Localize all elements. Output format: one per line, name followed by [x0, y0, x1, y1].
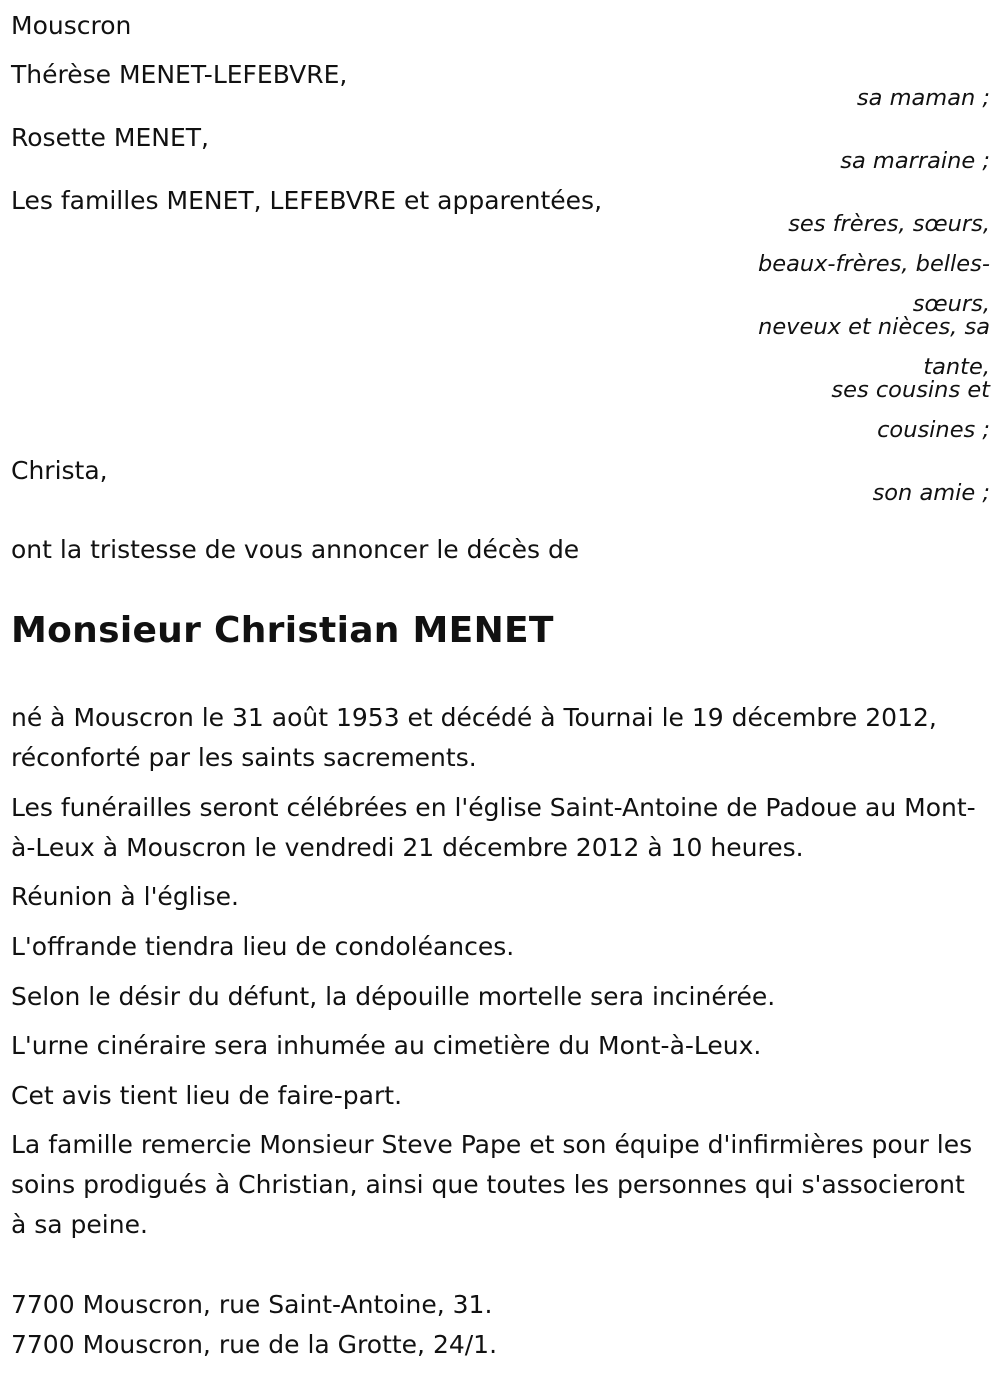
relation-families-line: beaux-frères, belles-: [757, 251, 990, 277]
offering-paragraph: L'offrande tiendra lieu de condoléances.: [11, 932, 515, 961]
family-name-mother: Thérèse MENET-LEFEBVRE,: [11, 60, 348, 89]
family-name-godmother: Rosette MENET,: [11, 123, 209, 152]
location: Mouscron: [11, 11, 132, 40]
address-line: 7700 Mouscron, rue de la Grotte, 24/1.: [11, 1330, 498, 1359]
thanks-paragraph: La famille remercie Monsieur Steve Pape et son équipe d'infirmières pour les soins prodigués à Christian, ainsi que toutes les personnes qui s'associeront à sa peine.: [11, 1130, 973, 1239]
relation-mother: sa maman ;: [856, 85, 990, 111]
relation-families-line: cousines ;: [877, 417, 990, 443]
relation-families-line: neveux et nièces, sa: [758, 314, 990, 340]
relation-families-line: ses frères, sœurs,: [788, 211, 990, 237]
relation-friend: son amie ;: [872, 480, 990, 506]
meeting-paragraph: Réunion à l'église.: [11, 882, 239, 911]
family-name-families: Les familles MENET, LEFEBVRE et apparentées,: [11, 186, 603, 215]
announcement-text: ont la tristesse de vous annoncer le décès de: [11, 535, 580, 564]
relation-godmother: sa marraine ;: [840, 148, 990, 174]
family-name-friend: Christa,: [11, 456, 108, 485]
relation-families-line: tante,: [923, 354, 990, 380]
relation-families-line: sœurs,: [912, 291, 990, 317]
birth-death-paragraph: né à Mouscron le 31 août 1953 et décédé à Tournai le 19 décembre 2012, réconforté par les saints sacrements.: [11, 703, 937, 772]
funeral-paragraph: Les funérailles seront célébrées en l'église Saint-Antoine de Padoue au Mont-à-Leux à Mouscron le vendredi 21 décembre 2012 à 10 heures.: [11, 793, 976, 862]
cremation-paragraph: Selon le désir du défunt, la dépouille mortelle sera incinérée.: [11, 982, 776, 1011]
relation-families-line: ses cousins et: [831, 377, 990, 403]
urn-paragraph: L'urne cinéraire sera inhumée au cimetière du Mont-à-Leux.: [11, 1031, 762, 1060]
deceased-name: Monsieur Christian MENET: [11, 610, 554, 651]
notice-paragraph: Cet avis tient lieu de faire-part.: [11, 1081, 403, 1110]
address-line: 7700 Mouscron, rue Saint-Antoine, 31.: [11, 1290, 493, 1319]
